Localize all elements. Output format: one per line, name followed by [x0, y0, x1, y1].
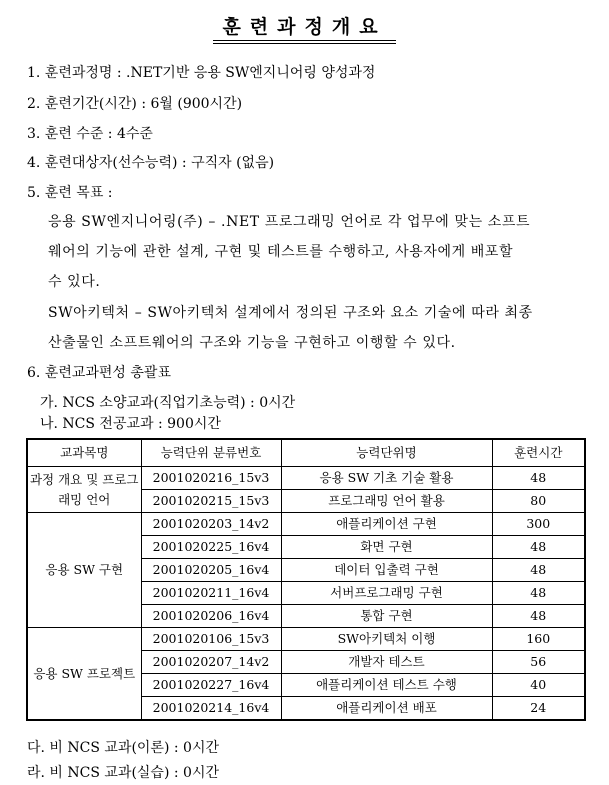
- unit-code-cell: 2001020206_16v4: [141, 605, 281, 628]
- goal-text-line: 웨어의 기능에 관한 설계, 구현 및 테스트를 수행하고, 사용자에게 배포할: [48, 244, 514, 260]
- unit-name-cell: 화면 구현: [281, 536, 492, 559]
- unit-code-cell: 2001020106_15v3: [141, 628, 281, 651]
- level-line: 3. 훈련 수준 : 4수준: [27, 126, 153, 142]
- ncs-major-subject: 나. NCS 전공교과 : 900시간: [40, 416, 221, 432]
- table-row: [27, 467, 585, 490]
- goal-text-line: SW아키텍처 – SW아키텍처 설계에서 정의된 구조와 요소 기술에 따라 최종: [48, 305, 533, 321]
- unit-name-cell: 애플리케이션 구현: [281, 513, 492, 536]
- unit-name-cell: 프로그래밍 언어 활용: [281, 490, 492, 513]
- non-ncs-theory: 다. 비 NCS 교과(이론) : 0시간: [27, 740, 219, 756]
- period-line: 2. 훈련기간(시간) : 6월 (900시간): [27, 96, 243, 112]
- document-title: 훈련과정개요: [222, 16, 387, 38]
- table-row: [27, 628, 585, 651]
- unit-code-cell: 2001020214_16v4: [141, 697, 281, 721]
- hours-cell: 48: [492, 536, 585, 559]
- unit-code-cell: 2001020207_14v2: [141, 651, 281, 674]
- subject-cell: 과정 개요 및 프로그래밍 언어: [27, 467, 141, 513]
- hours-cell: 48: [492, 605, 585, 628]
- unit-code-cell: 2001020211_16v4: [141, 582, 281, 605]
- unit-code-cell: 2001020203_14v2: [141, 513, 281, 536]
- unit-code-cell: 2001020225_16v4: [141, 536, 281, 559]
- title-underline: [213, 40, 396, 41]
- unit-code-cell: 2001020227_16v4: [141, 674, 281, 697]
- subject-cell: 응용 SW 구현: [27, 513, 141, 628]
- hours-cell: 300: [492, 513, 585, 536]
- unit-name-cell: 응용 SW 기초 기술 활용: [281, 467, 492, 490]
- course-name-line: 1. 훈련과정명 : .NET기반 응용 SW엔지니어링 양성과정: [27, 65, 376, 81]
- curriculum-table: [26, 438, 586, 721]
- hours-cell: 48: [492, 559, 585, 582]
- hours-cell: 24: [492, 697, 585, 721]
- header-hours: 훈련시간: [492, 439, 585, 467]
- target-line: 4. 훈련대상자(선수능력) : 구직자 (없음): [27, 155, 275, 171]
- table-row: [27, 513, 585, 536]
- non-ncs-practice: 라. 비 NCS 교과(실습) : 0시간: [27, 765, 219, 781]
- unit-name-cell: 개발자 테스트: [281, 651, 492, 674]
- goal-text-line: 응용 SW엔지니어링(주) – .NET 프로그래밍 언어로 각 업무에 맞는 소프트: [48, 214, 531, 230]
- hours-cell: 80: [492, 490, 585, 513]
- unit-name-cell: 통합 구현: [281, 605, 492, 628]
- hours-cell: 40: [492, 674, 585, 697]
- title-underline: [213, 43, 396, 44]
- hours-cell: 48: [492, 467, 585, 490]
- goal-text-line: 수 있다.: [48, 274, 101, 290]
- ncs-general-subject: 가. NCS 소양교과(직업기초능력) : 0시간: [40, 395, 296, 411]
- header-subject: 교과목명: [27, 439, 141, 467]
- unit-name-cell: 서버프로그래밍 구현: [281, 582, 492, 605]
- goal-text-line: 산출물인 소프트웨어의 구조와 기능을 구현하고 이행할 수 있다.: [48, 335, 456, 351]
- header-unit-code: 능력단위 분류번호: [141, 439, 281, 467]
- unit-name-cell: 데이터 입출력 구현: [281, 559, 492, 582]
- hours-cell: 48: [492, 582, 585, 605]
- unit-code-cell: 2001020216_15v3: [141, 467, 281, 490]
- unit-code-cell: 2001020205_16v4: [141, 559, 281, 582]
- unit-code-cell: 2001020215_15v3: [141, 490, 281, 513]
- hours-cell: 160: [492, 628, 585, 651]
- table-header-row: [27, 439, 585, 467]
- subject-cell: 응용 SW 프로젝트: [27, 628, 141, 721]
- hours-cell: 56: [492, 651, 585, 674]
- unit-name-cell: SW아키텍처 이행: [281, 628, 492, 651]
- header-unit-name: 능력단위명: [281, 439, 492, 467]
- goal-heading: 5. 훈련 목표 :: [27, 185, 113, 201]
- unit-name-cell: 애플리케이션 테스트 수행: [281, 674, 492, 697]
- composition-heading: 6. 훈련교과편성 총괄표: [27, 365, 171, 381]
- unit-name-cell: 애플리케이션 배포: [281, 697, 492, 721]
